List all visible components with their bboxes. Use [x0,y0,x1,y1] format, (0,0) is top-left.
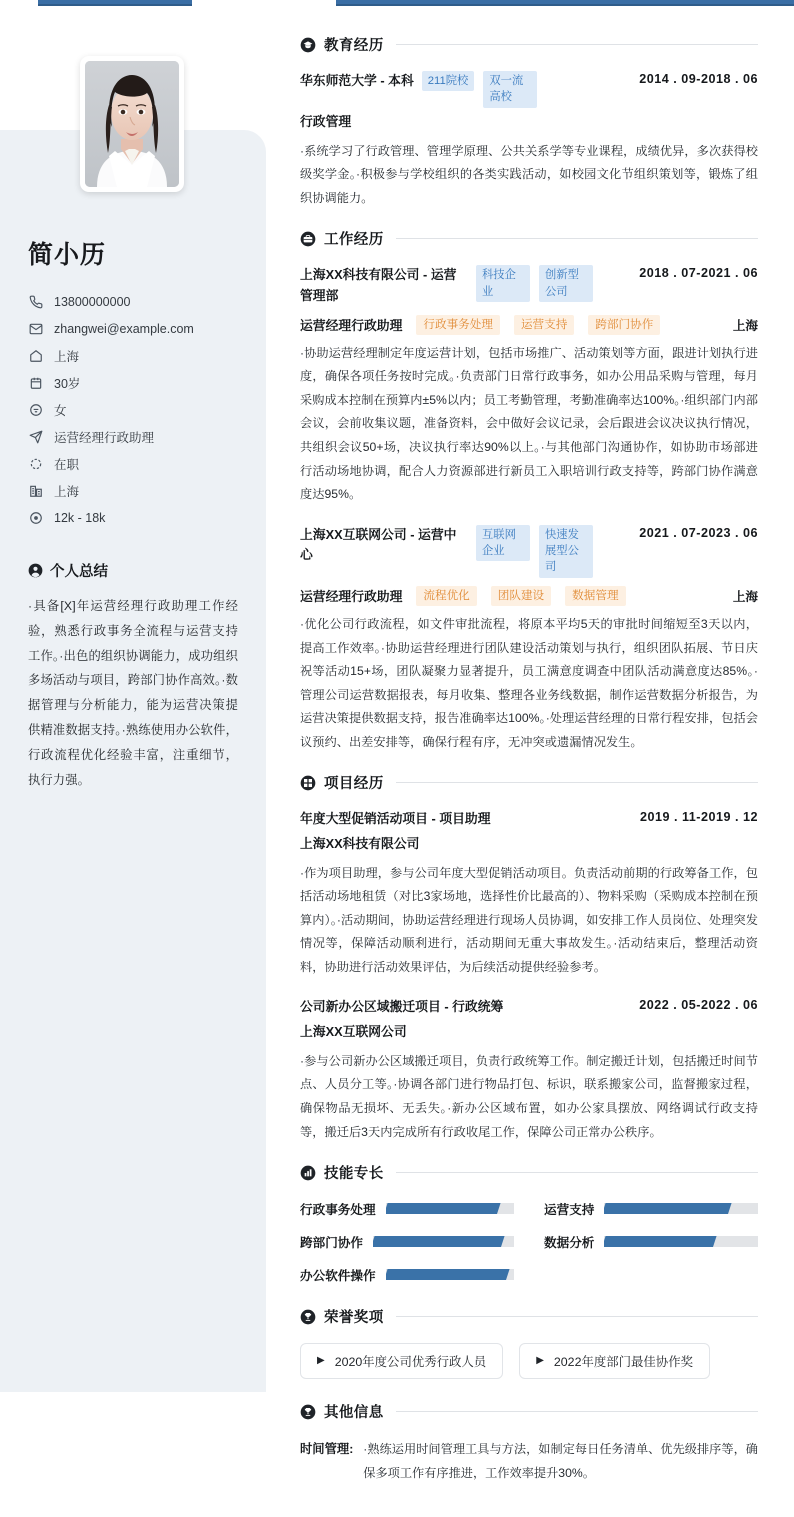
section-divider [396,782,758,783]
work-entry [300,265,758,506]
section-title: 其他信息 [324,1405,384,1422]
summary-section-title [28,560,238,581]
entry-left [300,71,537,108]
section-title: 技能专长 [324,1166,384,1183]
section-title: 工作经历 [324,232,384,249]
entry-left [300,525,593,578]
skill-item [544,1232,758,1251]
city-icon [28,483,43,498]
skill-tag: 运营支持 [514,315,574,335]
skill-tag: 团队建设 [491,586,551,606]
work-description: ·协助运营经理制定年度运营计划，包括市场推广、活动策划等方面，跟进计划执行进度，确保各项任务按时完成。·负责部门日常行政事务，如办公用品采购与管理，每月采购成本控制在预算内±5%以内；员工考勤管理，考勤准确率达100%。·组织部门内部会议，会前收集议题，准备资料，会中做好会议记录，会后跟进会议决议执行情况，共组织会议50+场，决议执行率达90%以上。·与其他部门沟通协作，如协助市场部进行活动场地协调，配合人力资源部进行新员工入职培训行政支持等，跨部门协作满意度达95%。 [300,345,758,502]
section-title: 项目经历 [324,776,384,793]
contact-value: zhangwei@example.com [54,321,194,336]
skill-progress-bar [604,1236,758,1247]
education-entry [300,71,758,210]
contact-item-salary[interactable] [28,505,238,530]
info-icon [300,1404,316,1420]
gender-icon [28,402,43,417]
home-icon [28,348,43,363]
tag: 211院校 [422,71,475,91]
role-name: 运营经理行政助理 [300,318,403,334]
role-row [300,315,758,335]
avatar [80,56,184,192]
section-divider [396,44,758,45]
company-tags [476,265,593,302]
honor-label: 2020年度公司优秀行政人员 [334,1355,487,1370]
contact-value: 上海 [54,349,80,364]
graduation-icon [300,37,316,53]
triangle-right-icon: ▶ [536,1355,544,1367]
contact-item-email[interactable] [28,316,238,341]
work-date: 2021 . 07-2023 . 06 [639,525,758,540]
section-skills [300,1162,758,1284]
skill-tag: 数据管理 [565,586,625,606]
skill-item [544,1199,758,1218]
skill-progress-fill [604,1236,716,1247]
tag: 快速发展型公司 [539,525,593,578]
section-divider [396,1411,758,1412]
section-header-honors [300,1306,758,1327]
honors-list [300,1343,758,1379]
salary-icon [28,510,43,525]
project-description: ·参与公司新办公区域搬迁项目，负责行政统筹工作。制定搬迁计划，包括搬迁时间节点、人员分工等。·协调各部门进行物品打包、标识，联系搬家公司，监督搬家过程，确保物品无损坏、无丢失。·新办公区域布置，如办公家具摆放、网络调试行政支持等，搬迁后3天内完成所有行政收尾工作，保障公司正常办公秩序。 [300,1053,758,1139]
section-project [300,772,758,1144]
sidebar [0,0,266,1392]
skill-label: 办公软件操作 [300,1269,376,1284]
tag: 科技企业 [476,265,530,302]
section-education [300,34,758,210]
summary-text: ·具备[X]年运营经理行政助理工作经验，熟悉行政事务全流程与运营支持工作。·出色的组织协调能力，成功组织多场活动与项目，跨部门协作高效。·数据管理与分析能力，能为运营决策提供精准数据支持。·熟练使用办公软件，行政流程优化经验丰富，注重细节，执行力强。 [28,599,238,787]
accent-bar-right [336,0,794,6]
honor-chip[interactable] [300,1343,503,1379]
skill-label: 跨部门协作 [300,1236,363,1251]
contact-item-phone[interactable] [28,289,238,314]
skill-tag: 行政事务处理 [416,315,500,335]
contact-item-city[interactable] [28,478,238,503]
project-name: 年度大型促销活动项目 - 项目助理 [300,811,491,827]
skill-progress-fill [604,1203,732,1214]
contact-value: 在职 [54,457,80,472]
section-honors [300,1306,758,1379]
work-city: 上海 [732,590,758,605]
project-company: 上海XX科技有限公司 [300,835,420,851]
section-divider [396,1316,758,1317]
skill-progress-fill [386,1203,501,1214]
contact-item-position[interactable] [28,424,238,449]
skill-progress-bar [604,1203,758,1214]
skills-grid [300,1199,758,1284]
avatar-photo [85,61,179,187]
section-header-other [300,1401,758,1422]
project-entry [300,809,758,979]
entry-header [300,525,758,578]
project-date: 2022 . 05-2022 . 06 [639,998,758,1013]
project-description: ·作为项目助理，参与公司年度大型促销活动项目。负责活动前期的行政筹备工作，包括活动场地租赁（对比3家场地，选择性价比最高的）、物料采购（采购成本控制在预算内）。·活动期间，协助运营经理进行现场人员协调，如安排工作人员岗位、处理突发情况等，保障活动顺利进行，活动期间无重大事故发生。·活动结束后，整理活动资料，协助进行活动效果评估，为后续活动提供经验参考。 [300,865,758,974]
triangle-right-icon: ▶ [317,1355,325,1367]
contact-value: 运营经理行政助理 [54,430,155,445]
skill-progress-fill [373,1236,504,1247]
entry-header [300,809,758,830]
summary-title-text: 个人总结 [50,564,108,580]
sidebar-content [0,130,266,793]
project-date: 2019 . 11-2019 . 12 [639,810,758,825]
school-name: 华东师范大学 - 本科 [300,73,414,88]
work-city: 上海 [732,319,758,334]
user-circle-icon [28,563,43,578]
main-content [266,0,794,1517]
project-name: 公司新办公区域搬迁项目 - 行政统筹 [300,999,504,1015]
project-icon [300,775,316,791]
skill-tag: 流程优化 [416,586,476,606]
skill-label: 运营支持 [544,1203,595,1218]
section-header-skills [300,1162,758,1183]
briefcase-icon [300,231,316,247]
section-divider [396,1172,758,1173]
section-title: 教育经历 [324,38,384,54]
education-description: ·系统学习了行政管理、管理学原理、公共关系学等专业课程，成绩优异，多次获得校级奖学金。·积极参与学校组织的各类实践活动，如校园文化节组织策划等，锻炼了组织协调能力。 [300,143,758,205]
work-entry [300,525,758,755]
skill-progress-bar [386,1269,514,1280]
role-row [300,586,758,606]
education-tags [422,71,538,108]
skill-item [300,1265,514,1284]
entry-header [300,997,758,1018]
contact-value: 13800000000 [54,294,131,309]
tag: 互联网企业 [476,525,530,562]
contact-value: 12k - 18k [54,510,106,525]
company-name: 上海XX科技有限公司 - 运营管理部 [300,267,457,303]
skill-item [300,1199,514,1218]
section-other-info [300,1401,758,1485]
work-description: ·优化公司行政流程，如文件审批流程，将原本平均5天的审批时间缩短至3天以内，提高工作效率。·协助运营经理进行团队建设活动策划与执行，组织团队拓展、节日庆祝等活动15+场，团队凝聚力显著提升，员工满意度调查中团队活动满意度达85%。·管理公司运营数据报表，每月收集、整理各业务线数据，制作运营数据分析报告，为运营决策提供数据支持，报告准确率达100%。·处理运营经理的日常行程安排，包括会议预约、出差安排等，确保行程有序，无冲突或遗漏情况发生。 [300,616,758,749]
skill-progress-bar [386,1203,514,1214]
contact-item-age[interactable] [28,370,238,395]
contact-value: 上海 [54,484,80,499]
section-work [300,228,758,754]
section-title: 荣誉奖项 [324,1310,384,1327]
tag: 创新型公司 [539,265,593,302]
section-header-project [300,772,758,793]
mail-icon [28,321,43,336]
company-tags [476,525,593,578]
honor-label: 2022年度部门最佳协作奖 [553,1355,693,1370]
entry-header [300,265,758,306]
skill-progress-fill [386,1269,510,1280]
contact-item-gender[interactable] [28,397,238,422]
section-header-work [300,228,758,249]
entry-header [300,71,758,108]
work-date: 2018 . 07-2021 . 06 [639,266,758,281]
contact-list [28,289,238,530]
other-info-text: ·熟练运用时间管理工具与方法，如制定每日任务清单、优先级排序等，确保多项工作有序推进，工作效率提升30%。 [363,1442,758,1480]
role-name: 运营经理行政助理 [300,589,403,605]
project-entry [300,997,758,1144]
tag: 双一流高校 [483,71,537,108]
contact-item-status[interactable] [28,451,238,476]
contact-item-hometown[interactable] [28,343,238,368]
honor-chip[interactable] [519,1343,710,1379]
skill-label: 行政事务处理 [300,1203,376,1218]
skill-label: 数据分析 [544,1236,595,1251]
section-divider [396,238,758,239]
other-info-label: 时间管理: [300,1442,354,1457]
other-info-item [300,1438,758,1485]
education-date: 2014 . 09-2018 . 06 [639,72,758,86]
project-company: 上海XX互联网公司 [300,1024,407,1040]
section-header-education [300,34,758,55]
major: 行政管理 [300,113,352,129]
status-icon [28,456,43,471]
skill-item [300,1232,514,1251]
entry-left [300,265,593,306]
send-icon [28,429,43,444]
contact-value: 30岁 [54,376,81,391]
skill-progress-bar [373,1236,514,1247]
contact-value: 女 [54,403,67,418]
skill-tag: 跨部门协作 [588,315,660,335]
trophy-icon [300,1309,316,1325]
chart-icon [300,1165,316,1181]
company-name: 上海XX互联网公司 - 运营中心 [300,526,457,563]
profile-name: 简小历 [28,241,107,269]
phone-icon [28,294,43,309]
calendar-icon [28,375,43,390]
